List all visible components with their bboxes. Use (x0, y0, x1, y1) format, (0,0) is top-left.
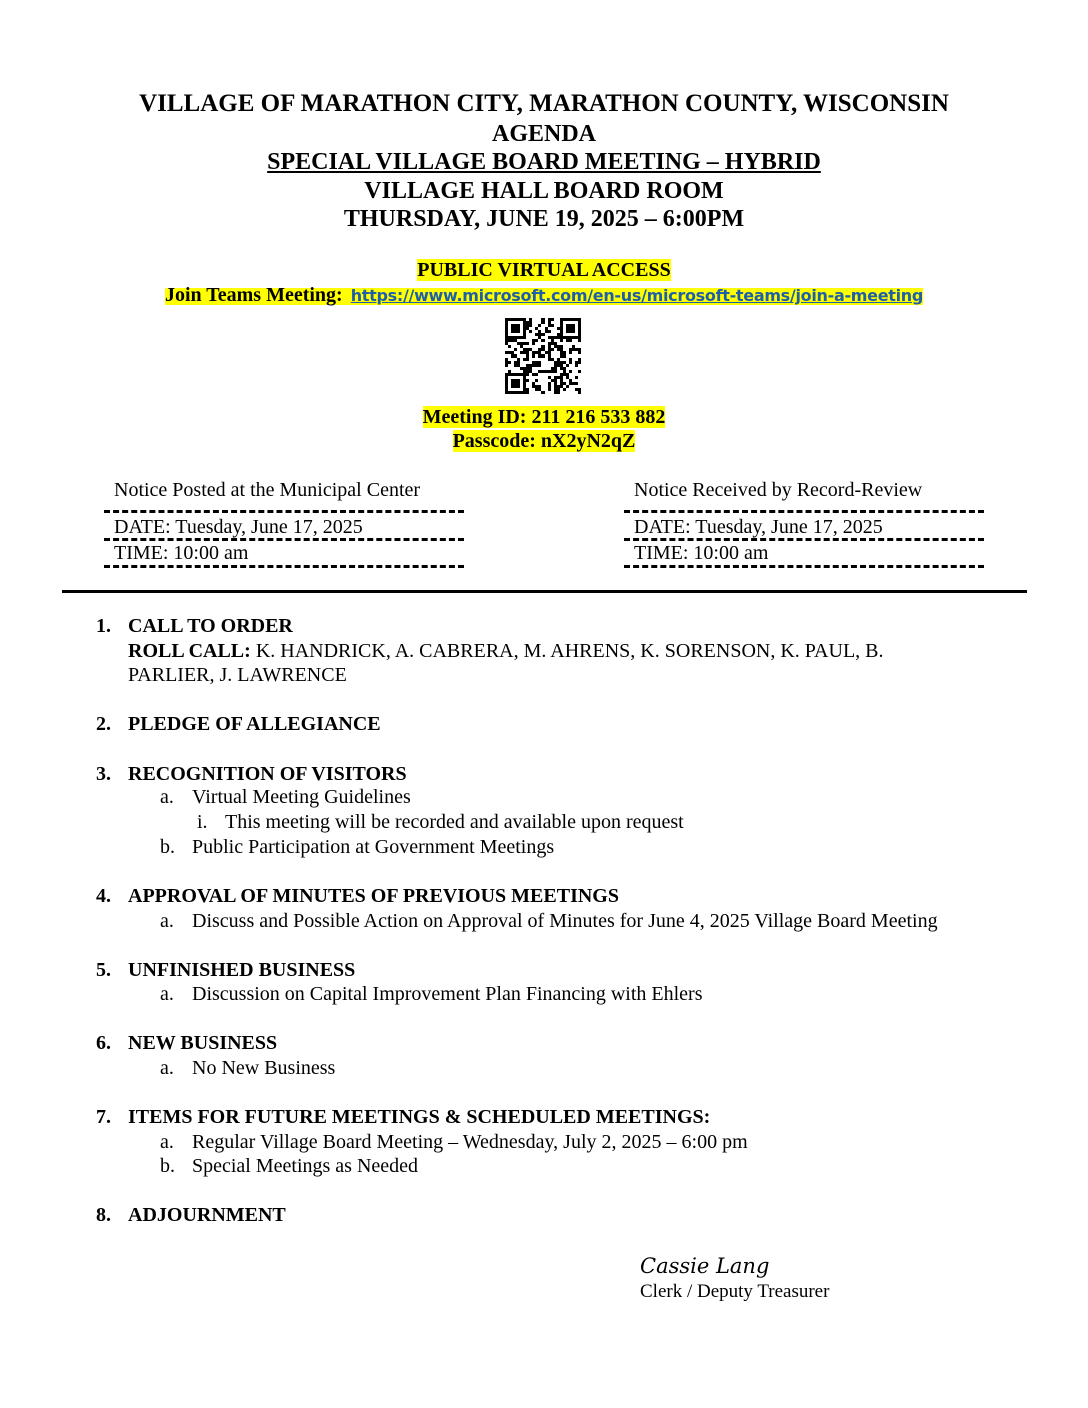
subitem-marker: b. (160, 836, 175, 858)
passcode: Passcode: nX2yN2qZ (452, 430, 636, 452)
item-title: APPROVAL OF MINUTES OF PREVIOUS MEETINGS (128, 885, 619, 907)
subitem-text: No New Business (192, 1057, 336, 1079)
notice-right-title: Notice Received by Record-Review (634, 479, 923, 501)
item-number: 8. (96, 1204, 111, 1226)
meeting-id: Meeting ID: 211 216 533 882 (422, 406, 666, 428)
subitem-marker: a. (160, 786, 174, 808)
roll-call-label: ROLL CALL: (128, 640, 251, 662)
notice-left-date: DATE: Tuesday, June 17, 2025 (114, 516, 363, 538)
subitem-text: Discussion on Capital Improvement Plan Financing with Ehlers (192, 983, 703, 1005)
subitem-text: Discuss and Possible Action on Approval of Minutes for June 4, 2025 Village Board Meeting (192, 910, 938, 932)
document-title: VILLAGE OF MARATHON CITY, MARATHON COUNTY, WISCONSIN (139, 90, 949, 117)
meeting-type: SPECIAL VILLAGE BOARD MEETING – HYBRID (267, 149, 821, 175)
item-title: PLEDGE OF ALLEGIANCE (128, 713, 381, 735)
join-label: Join Teams Meeting: (164, 284, 343, 306)
meeting-datetime: THURSDAY, JUNE 19, 2025 – 6:00PM (343, 206, 745, 232)
notice-right-date: DATE: Tuesday, June 17, 2025 (634, 516, 883, 538)
subitem-text: Virtual Meeting Guidelines (192, 786, 411, 808)
item-title: ITEMS FOR FUTURE MEETINGS & SCHEDULED MEETINGS: (128, 1106, 711, 1128)
item-title: ADJOURNMENT (128, 1204, 286, 1226)
subitem-marker: a. (160, 1131, 174, 1153)
item-number: 3. (96, 763, 111, 785)
item-number: 4. (96, 885, 111, 907)
subitem-text: This meeting will be recorded and available upon request (225, 811, 684, 833)
divider (104, 510, 464, 513)
section-rule (62, 590, 1027, 593)
subitem-text: Special Meetings as Needed (192, 1155, 419, 1177)
divider (624, 510, 984, 513)
subitem-marker: a. (160, 983, 174, 1005)
item-title: CALL TO ORDER (128, 615, 293, 637)
signer-title: Clerk / Deputy Treasurer (640, 1281, 830, 1302)
item-number: 7. (96, 1106, 111, 1128)
subitem-text: Public Participation at Government Meetings (192, 836, 555, 858)
item-number: 2. (96, 713, 111, 735)
item-number: 6. (96, 1032, 111, 1054)
item-number: 1. (96, 615, 111, 637)
notice-right-time: TIME: 10:00 am (634, 542, 769, 564)
item-title: RECOGNITION OF VISITORS (128, 763, 407, 785)
meeting-location: VILLAGE HALL BOARD ROOM (364, 178, 724, 204)
roll-call-names: K. HANDRICK, A. CABRERA, M. AHRENS, K. SORENSON, K. PAUL, B. (250, 640, 884, 662)
join-url-link[interactable]: https://www.microsoft.com/en-us/microsoft-teams/join-a-meeting (350, 286, 924, 305)
subitem-marker: a. (160, 1057, 174, 1079)
subitem-marker: a. (160, 910, 174, 932)
doc-type: AGENDA (491, 121, 596, 147)
subitem-marker: b. (160, 1155, 175, 1177)
subitem-marker: i. (197, 811, 208, 833)
subitem-text: Regular Village Board Meeting – Wednesday, July 2, 2025 – 6:00 pm (192, 1131, 748, 1153)
item-title: UNFINISHED BUSINESS (128, 959, 356, 981)
signature: Cassie Lang (640, 1254, 770, 1278)
divider (624, 565, 984, 568)
roll-call-names-cont: PARLIER, J. LAWRENCE (128, 664, 347, 686)
notice-left-title: Notice Posted at the Municipal Center (114, 479, 421, 501)
notice-left-time: TIME: 10:00 am (114, 542, 249, 564)
divider (104, 565, 464, 568)
item-number: 5. (96, 959, 111, 981)
qr-code (505, 318, 581, 394)
item-title: NEW BUSINESS (128, 1032, 278, 1054)
virtual-heading: PUBLIC VIRTUAL ACCESS (417, 259, 671, 281)
